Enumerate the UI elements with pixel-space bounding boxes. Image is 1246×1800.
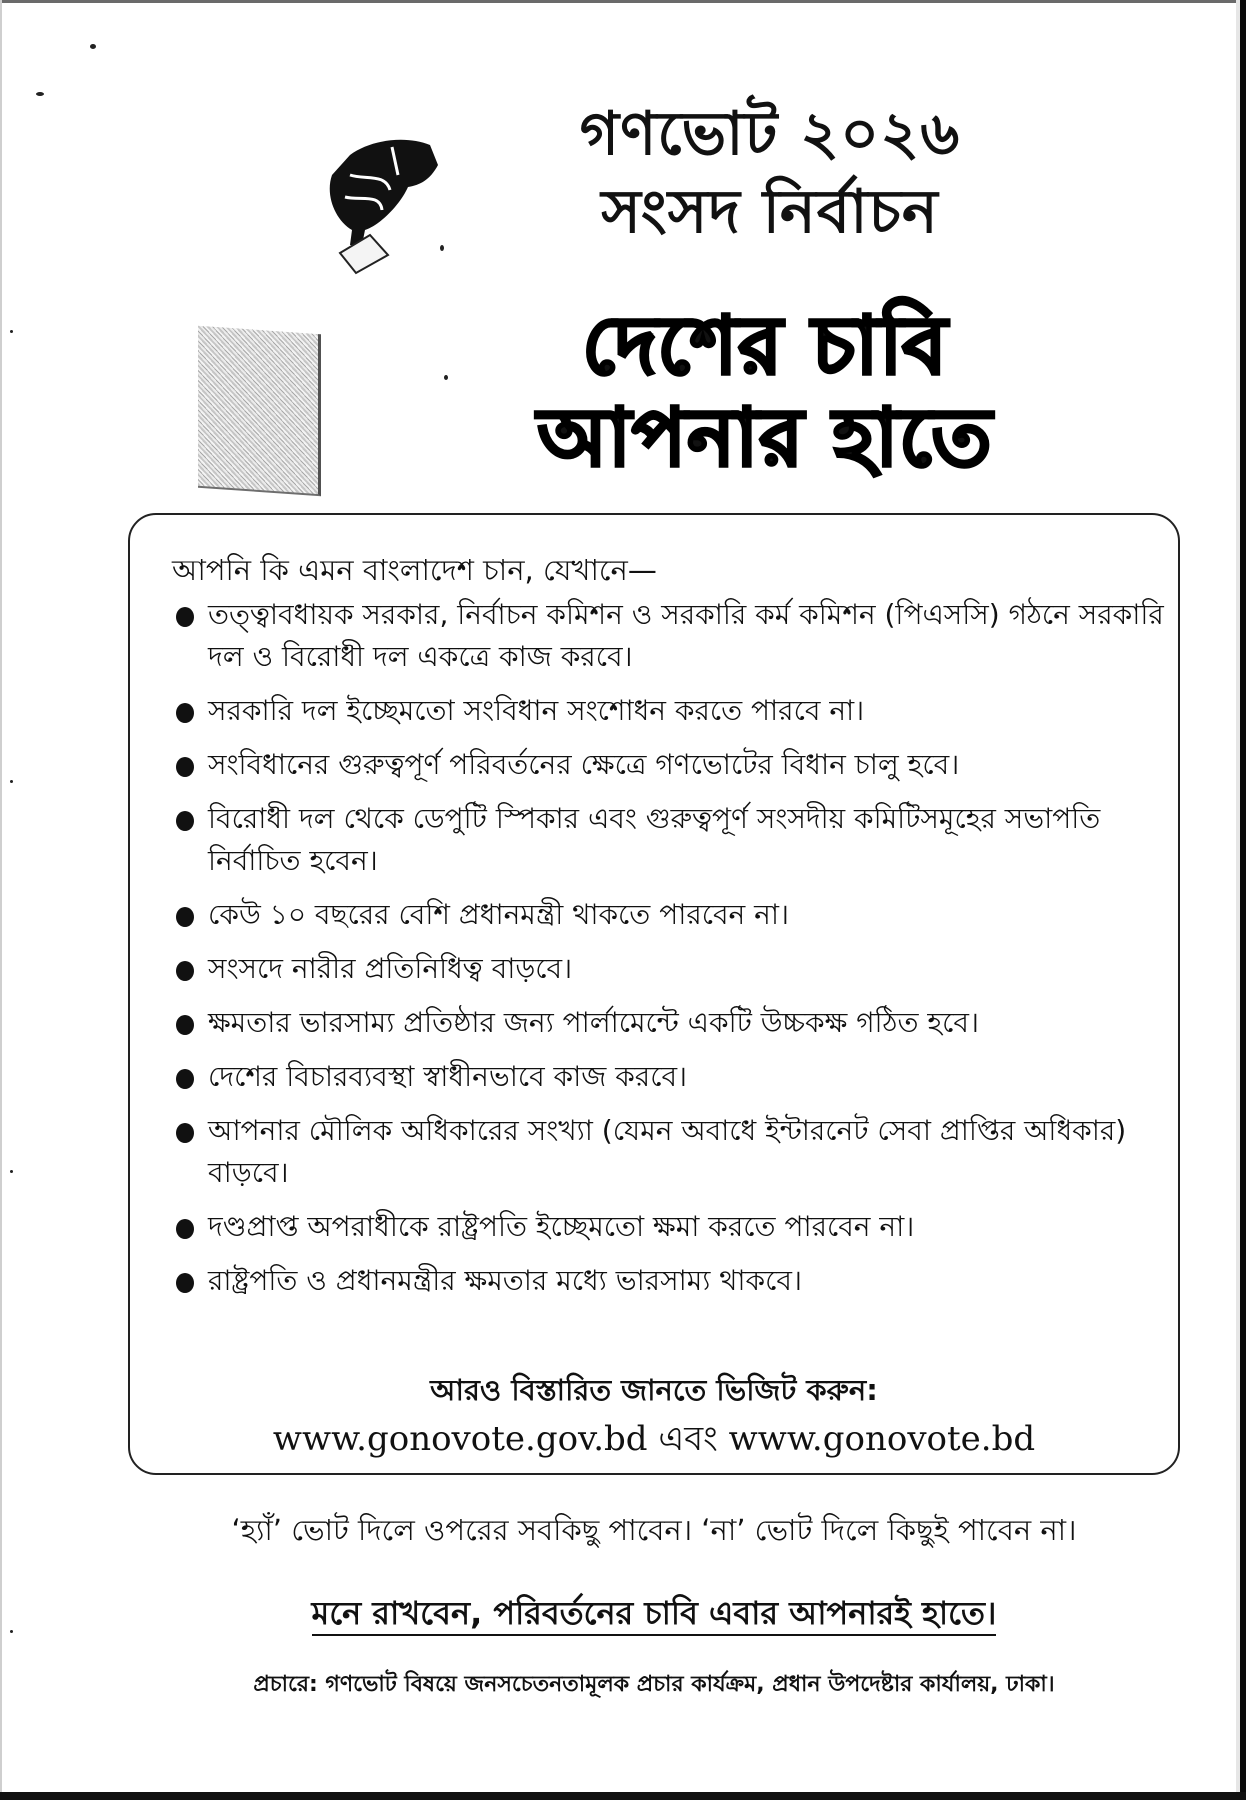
list-item: সংবিধানের গুরুত্বপূর্ণ পরিবর্তনের ক্ষেত্রে গণভোটের বিধান চালু হবে। [172, 744, 1172, 786]
box-intro: আপনি কি এমন বাংলাদেশ চান, যেখানে— [172, 553, 657, 587]
title-block [520, 95, 1020, 251]
website-link-bd[interactable]: www.gonovote.bd [728, 1419, 1036, 1459]
list-item: দেশের বিচারব্যবস্থা স্বাধীনভাবে কাজ করবে। [172, 1056, 1172, 1098]
bullet-icon [176, 1273, 194, 1293]
list-item: ক্ষমতার ভারসাম্য প্রতিষ্ঠার জন্য পার্লামেন্টে একটি উচ্চকক্ষ গঠিত হবে। [172, 1002, 1172, 1044]
scan-speck [10, 330, 13, 333]
scan-speck [444, 375, 448, 380]
bullet-icon [176, 703, 194, 723]
reminder [128, 1590, 1180, 1636]
list-item: তত্ত্বাবধায়ক সরকার, নির্বাচন কমিশন ও সরকারি কর্ম কমিশন (পিএসসি) গঠনে সরকারি দল ও বিরোধী দল একত্রে কাজ করবে। [172, 594, 1172, 678]
bullet-icon [176, 961, 194, 981]
bullet-icon [176, 1069, 194, 1089]
more-info [128, 1368, 1180, 1464]
website-link-gov[interactable]: www.gonovote.gov.bd [272, 1419, 648, 1459]
publisher-credit: প্রচারে: গণভোট বিষয়ে জনসচেতনতামূলক প্রচার কার্যক্রম, প্রধান উপদেষ্টার কার্যালয়, ঢাকা। [253, 1672, 1055, 1697]
slogan-line-1: দেশের চাবি [582, 299, 948, 392]
website-links [128, 1414, 1180, 1464]
bullet-icon [176, 1015, 194, 1035]
slogan-line-2: আপনার হাতে [537, 391, 993, 484]
list-item: বিরোধী দল থেকে ডেপুটি স্পিকার এবং গুরুত্বপূর্ণ সংসদীয় কমিটিসমূহের সভাপতি নির্বাচিত হবেন। [172, 798, 1172, 882]
reminder-text: মনে রাখবেন, পরিবর্তনের চাবি এবার আপনারই হাতে। [312, 1594, 997, 1636]
hand-casting-ballot-icon [310, 135, 450, 275]
list-item: রাষ্ট্রপতি ও প্রধানমন্ত্রীর ক্ষমতার মধ্যে ভারসাম্য থাকবে। [172, 1260, 1172, 1302]
election-title: সংসদ নির্বাচন [601, 177, 939, 247]
list-item: কেউ ১০ বছরের বেশি প্রধানমন্ত্রী থাকতে পারবেন না। [172, 894, 1172, 936]
scan-edge-top [0, 0, 1246, 3]
reform-list [172, 594, 1172, 1314]
scan-speck [10, 780, 13, 783]
scan-edge-left [0, 0, 2, 1800]
bullet-icon [176, 811, 194, 831]
scan-speck [10, 1170, 13, 1173]
scan-speck [10, 1630, 13, 1633]
yes-no-statement: ‘হ্যাঁ’ ভোট দিলে ওপরের সবকিছু পাবেন। ‘না’ ভোট দিলে কিছুই পাবেন না। [231, 1513, 1077, 1547]
bullet-icon [176, 1123, 194, 1143]
scan-speck [90, 44, 96, 49]
bullet-icon [176, 907, 194, 927]
scan-edge-bottom [0, 1792, 1246, 1800]
list-item: আপনার মৌলিক অধিকারের সংখ্যা (যেমন অবাধে ইন্টারনেট সেবা প্রাপ্তির অধিকার) বাড়বে। [172, 1110, 1172, 1194]
scan-speck [36, 92, 44, 96]
ballot-paper-icon [198, 326, 321, 497]
bullet-icon [176, 757, 194, 777]
list-item: সরকারি দল ইচ্ছেমতো সংবিধান সংশোধন করতে পারবে না। [172, 690, 1172, 732]
list-item: সংসদে নারীর প্রতিনিধিত্ব বাড়বে। [172, 948, 1172, 990]
bullet-icon [176, 607, 194, 627]
scan-edge-right [1240, 0, 1246, 1800]
bullet-icon [176, 1219, 194, 1239]
referendum-title: গণভোট ২০২৬ [579, 99, 961, 169]
slogan [505, 300, 1025, 484]
link-joiner: এবং [658, 1419, 718, 1459]
list-item: দণ্ডপ্রাপ্ত অপরাধীকে রাষ্ট্রপতি ইচ্ছেমতো ক্ষমা করতে পারবেন না। [172, 1206, 1172, 1248]
more-info-label: আরও বিস্তারিত জানতে ভিজিট করুন: [430, 1373, 878, 1407]
